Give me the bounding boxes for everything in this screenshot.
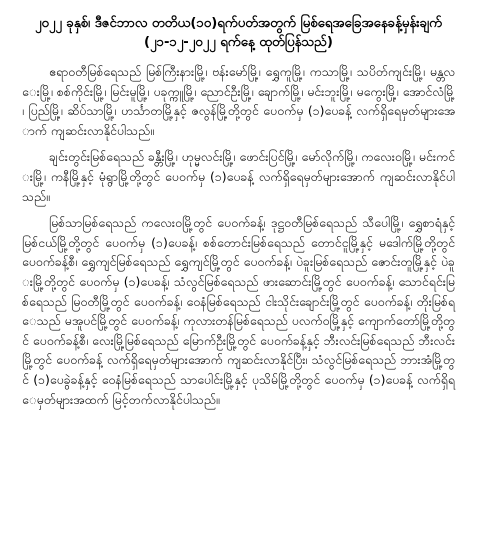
- title-line-2: (၂၁-၁၂-၂၀၂၂ ရက်နေ့ ထုတ်ပြန်သည်): [144, 35, 333, 50]
- document-title: [22, 14, 455, 52]
- paragraph-chindwin: ချင်းတွင်းမြစ်ရေသည် ခန္တီးမြို့၊ ဟုမ္မလင်းမြို့၊ ဖောင်းပြင်မြို့၊ မော်လိုက်မြို့၊ ကလေးဝမြို့၊ မင်းကင်းမြို့၊ ကနီမြို့နှင့် မုံရွာမြို့တို့တွင် ပေ၀က်မှ (၁)ပေခန့် လက်ရှိရေမှတ်များအောက် ကျဆင်းလာနိုင်ပါသည်။: [22, 149, 455, 204]
- title-line-1: ၂၀၂၂ ခုနှစ်၊ ဒီဇင်ဘာလ တတိယ(၁၀)ရက်ပတ်အတွက် မြစ်ရေအခြေအနေခန့်မှန်းချက်: [34, 16, 443, 31]
- document-body: [22, 62, 455, 409]
- paragraph-ayeyarwady: ဧရာဝတီမြစ်ရေသည် မြစ်ကြီးနားမြို့၊ ဗန်းမော်မြို့၊ ရွှေကူမြို့၊ ကသာမြို့၊ သပိတ်ကျင်းမြို့၊ မန္တလေးမြို့၊ စစ်ကိုင်းမြို့၊ မြင်းမူမြို့၊ ပခုက္ကူမြို့၊ ညောင်ဦးမြို့၊ ချောက်မြို့၊ မင်းဘူးမြို့၊ မကွေးမြို့၊ အောင်လံမြို့၊ ပြည်မြို့၊ ဆိပ်သာမြို့၊ ဟင်္သာတမြို့နှင့် ဇလွန်မြို့တို့တွင် ပေ၀က်မှ (၁)ပေခန့် လက်ရှိရေမှတ်များအောက် ကျဆင်းလာနိုင်ပါသည်။: [22, 64, 455, 138]
- paragraph-other-rivers: မြစ်သာမြစ်ရေသည် ကလေးဝမြို့တွင် ပေ၀က်ခန့်၊ ဒုဋ္ဌဝတီမြစ်ရေသည် သီပေါမြို့၊ ရွှေစာရံနှင့်မြစ်ငယ်မြို့တို့တွင် ပေ၀က်မှ (၁)ပေခန့်၊ စစ်တောင်းမြစ်ရေသည် တောင်ငူမြို့နှင့် မဒေါက်မြို့တို့တွင် ပေ၀က်ခန့်စီ၊ ရွှေကျင်မြစ်ရေသည် ရွှေကျင်မြို့တွင် ပေ၀က်ခန့်၊ ပဲခူးမြစ်ရေသည် ဇောင်းတူမြို့နှင့် ပဲခူးမြို့တို့တွင် ပေ၀က်မှ (၁)ပေခန့်၊ သံလွင်မြစ်ရေသည် ဖားဆောင်းမြို့တွင် ပေ၀က်ခန့်၊ သောင်ရင်းမြစ်ရေသည် မြဝတီမြို့တွင် ပေ၀က်ခန့်၊ ဝေနံမြစ်ရေသည် ငါးသိုင်းချောင်းမြို့တွင် ပေ၀က်ခန့်၊ တိုးမြစ်ရေသည် မအူပင်မြို့တွင် ပေ၀က်ခန့်၊ ကုလားတန်မြစ်ရေသည် ပလက်ဝမြို့နှင့် ကျောက်တော်မြို့တို့တွင် ပေ၀က်ခန့်စီ၊ လေးမြို့မြစ်ရေသည် မြောက်ဦးမြို့တွင် ပေ၀က်ခန့်နှင့် ဘီးလင်းမြစ်ရေသည် ဘီးလင်းမြို့တွင် ပေ၀က်ခန့် လက်ရှိရေမှတ်များအောက် ကျဆင်းလာနိုင်ပြီး၊ သံလွင်မြစ်ရေသည် ဘားအံမြို့တွင် (၁)ပေခွဲခန့်နှင့် ဝေနံမြစ်ရေသည် သာပေါင်းမြို့နှင့် ပုသိမ်မြို့တို့တွင် ပေ၀က်မှ (၁)ပေခန့် လက်ရှိရေမှတ်များအထက် မြင့်တက်လာနိုင်ပါသည်။: [22, 215, 455, 407]
